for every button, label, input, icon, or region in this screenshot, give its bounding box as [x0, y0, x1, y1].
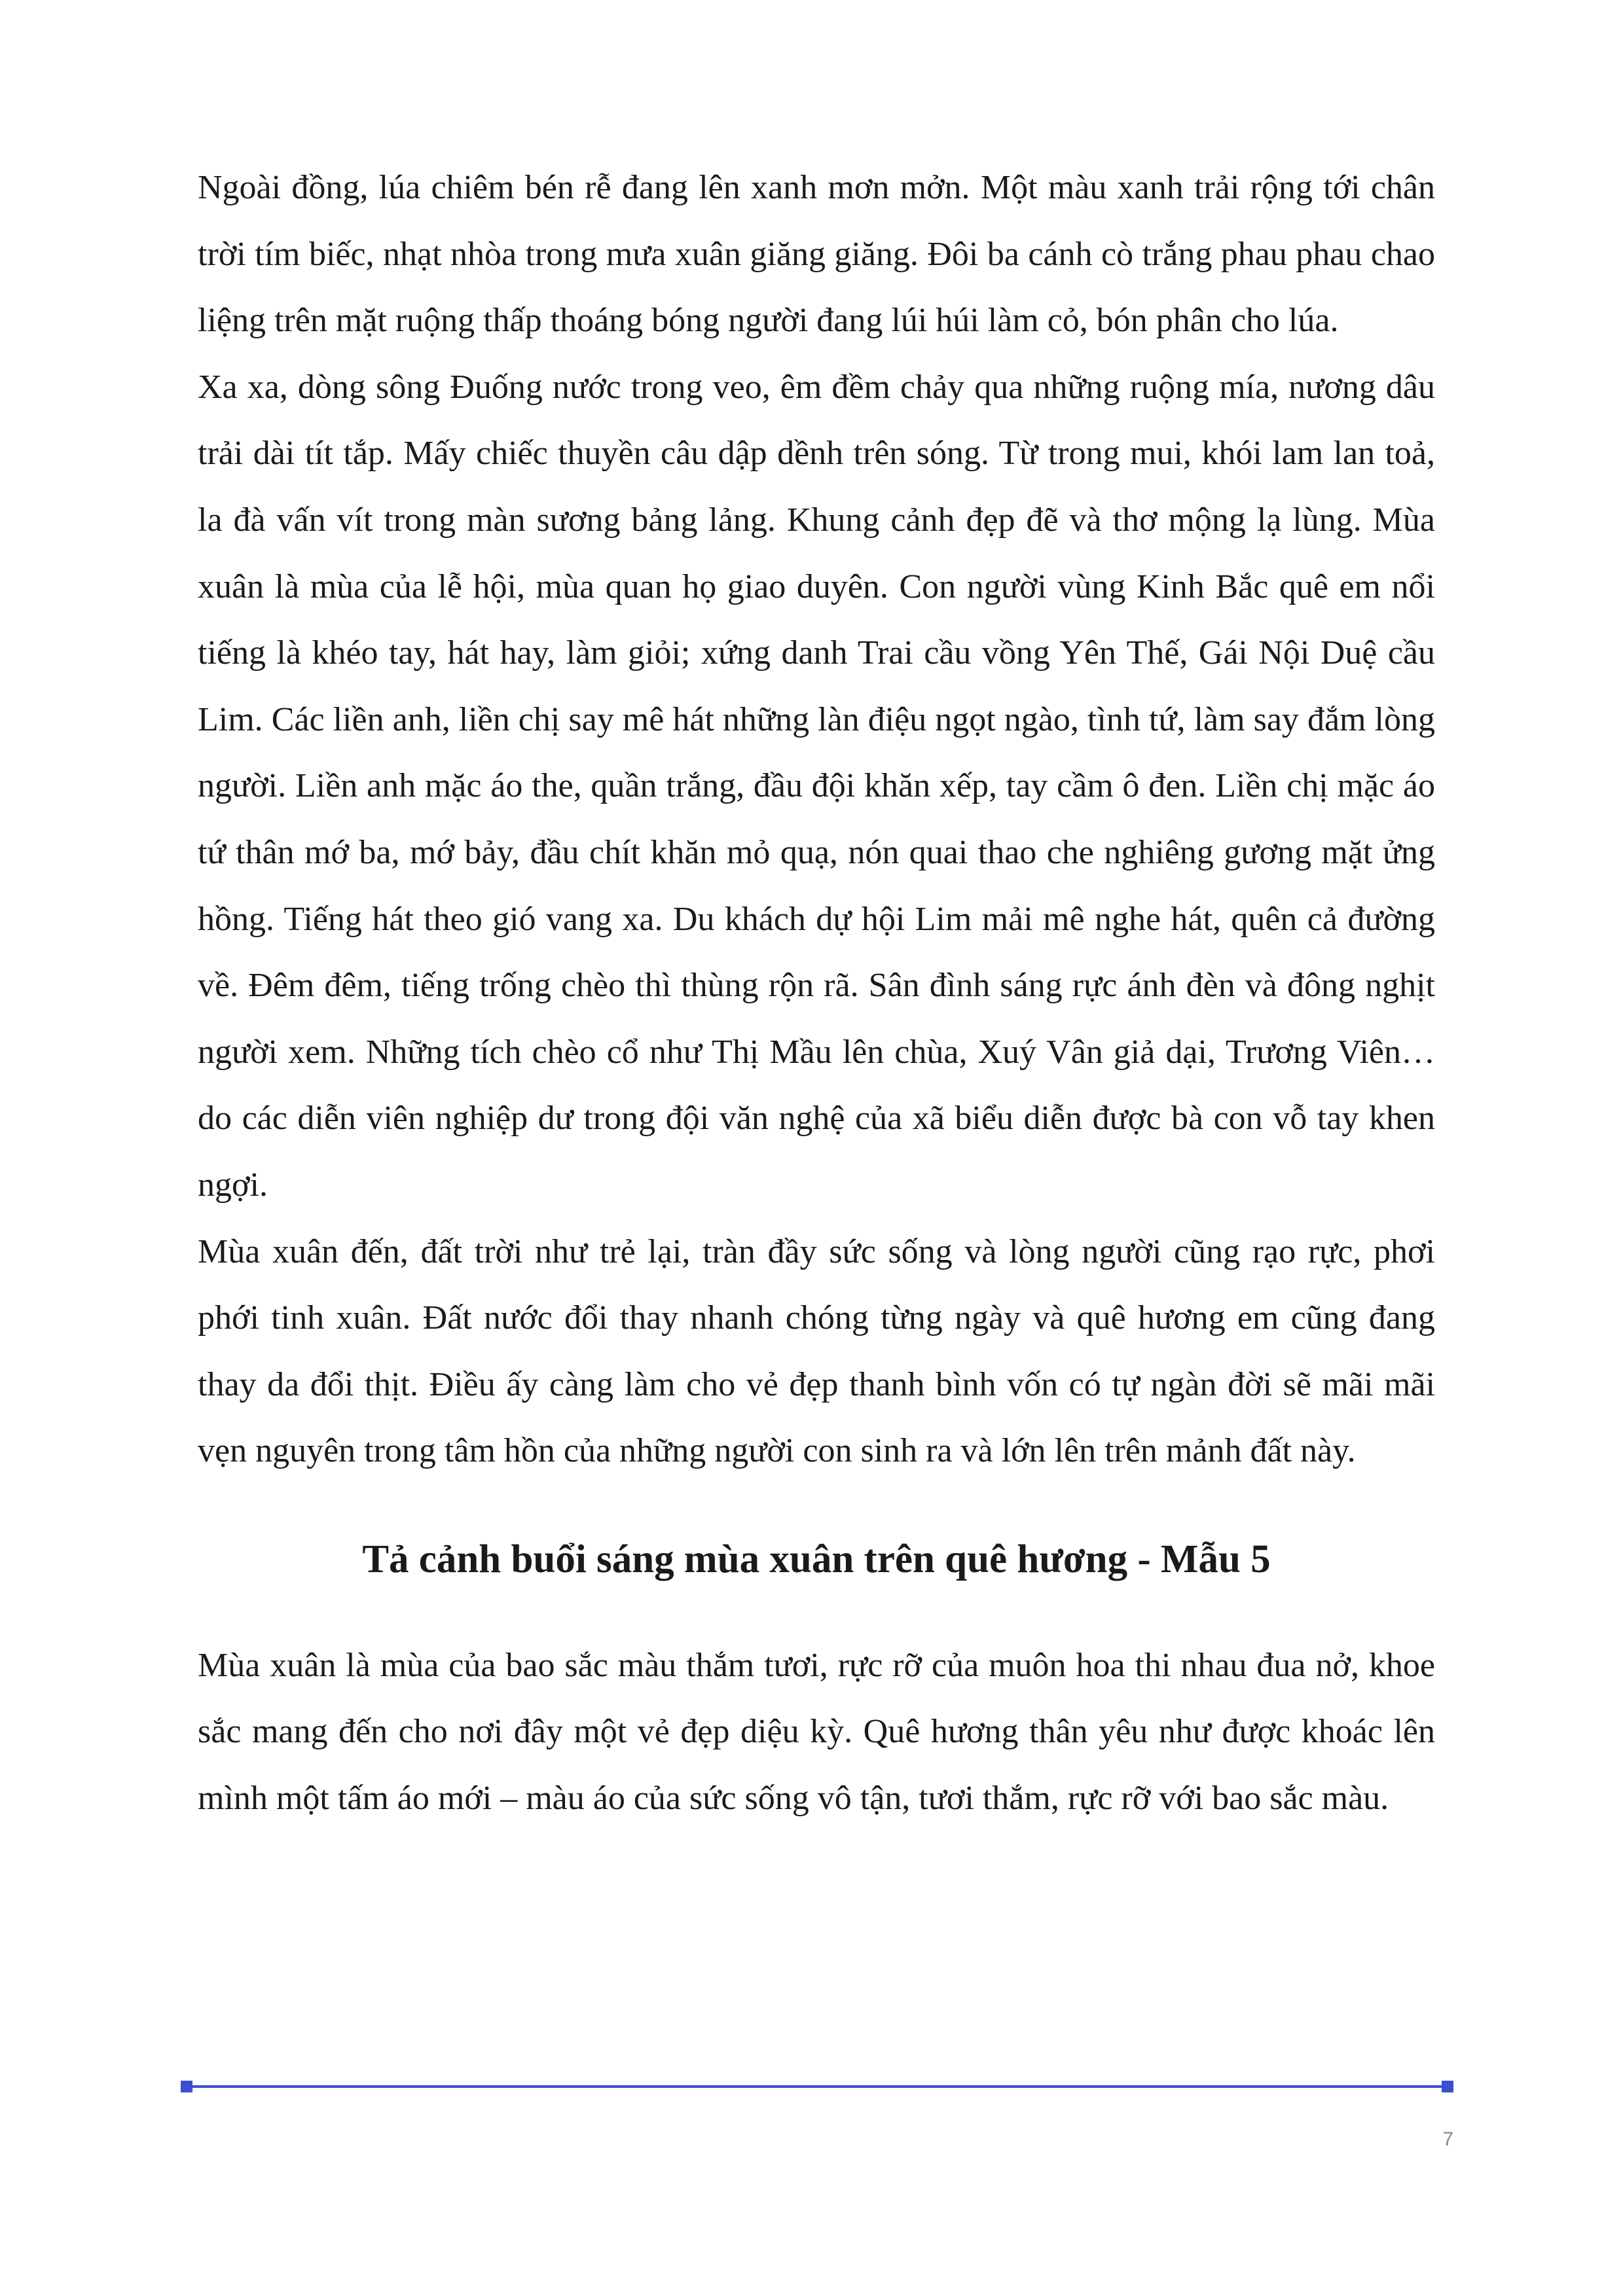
footer-rule-right-cap	[1442, 2081, 1453, 2092]
footer-rule	[181, 2079, 1453, 2094]
paragraph-spring-colors: Mùa xuân là mùa của bao sắc màu thắm tươi, rực rỡ của muôn hoa thi nhau đua nở, khoe sắc mang đến cho nơi đây một vẻ đẹp diệu kỳ. Quê hương thân yêu như được khoác lên mình một tấm áo mới – màu áo của sức sống vô tận, tươi thắm, rực rỡ với bao sắc màu.	[198, 1646, 1435, 1818]
document-body	[198, 154, 1435, 1832]
footer-rule-line	[187, 2085, 1447, 2088]
paragraph-duong-river-festival: Xa xa, dòng sông Đuống nước trong veo, êm đềm chảy qua những ruộng mía, nương dâu trải dài tít tắp. Mấy chiếc thuyền câu dập dềnh trên sóng. Từ trong mui, khói lam lan toả, la đà vấn vít trong màn sương bảng lảng. Khung cảnh đẹp đẽ và thơ mộng lạ lùng. Mùa xuân là mùa của lễ hội, mùa quan họ giao duyên. Con người vùng Kinh Bắc quê em nổi tiếng là khéo tay, hát hay, làm giỏi; xứng danh Trai cầu vồng Yên Thế, Gái Nội Duệ cầu Lim. Các liền anh, liền chị say mê hát những làn điệu ngọt ngào, tình tứ, làm say đắm lòng người. Liền anh mặc áo the, quần trắng, đầu đội khăn xếp, tay cầm ô đen. Liền chị mặc áo tứ thân mớ ba, mớ bảy, đầu chít khăn mỏ quạ, nón quai thao che nghiêng gương mặt ửng hồng. Tiếng hát theo gió vang xa. Du khách dự hội Lim mải mê nghe hát, quên cả đường về. Đêm đêm, tiếng trống chèo thì thùng rộn rã. Sân đình sáng rực ánh đèn và đông nghịt người xem. Những tích chèo cổ như Thị Mầu lên chùa, Xuý Vân giả dại, Trương Viên… do các diễn viên nghiệp dư trong đội văn nghệ của xã biểu diễn được bà con vỗ tay khen ngợi.	[198, 368, 1435, 1204]
paragraph-countryside-fields: Ngoài đồng, lúa chiêm bén rễ đang lên xanh mơn mởn. Một màu xanh trải rộng tới chân trời tím biếc, nhạt nhòa trong mưa xuân giăng giăng. Đôi ba cánh cò trắng phau phau chao liệng trên mặt ruộng thấp thoáng bóng người đang lúi húi làm cỏ, bón phân cho lúa.	[198, 169, 1435, 340]
page-number: 7	[1442, 2128, 1453, 2150]
section-heading: Tả cảnh buổi sáng mùa xuân trên quê hương - Mẫu 5	[362, 1537, 1271, 1581]
paragraph-spring-arrives: Mùa xuân đến, đất trời như trẻ lại, tràn đầy sức sống và lòng người cũng rạo rực, phơi phới tinh xuân. Đất nước đổi thay nhanh chóng từng ngày và quê hương em cũng đang thay da đổi thịt. Điều ấy càng làm cho vẻ đẹp thanh bình vốn có tự ngàn đời sẽ mãi mãi vẹn nguyên trong tâm hồn của những người con sinh ra và lớn lên trên mảnh đất này.	[198, 1232, 1435, 1470]
